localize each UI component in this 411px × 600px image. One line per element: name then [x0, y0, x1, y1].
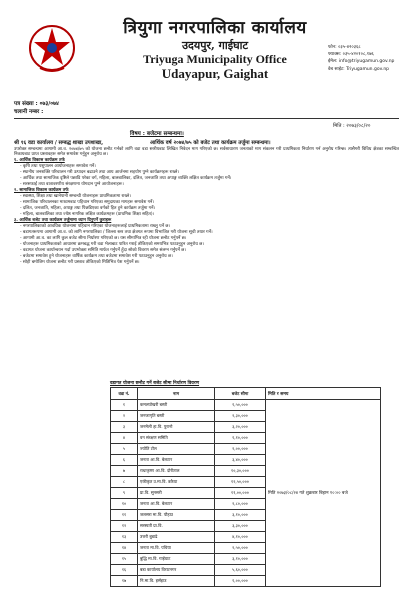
ward-number-cell: २	[111, 411, 138, 422]
budget-table	[110, 387, 381, 587]
body-paragraph: - महिला, बालबालिका तथा ज्येष्ठ नागरिक लक्षित कार्यक्रमहरू (प्राथमिक शिक्षा सहित)।	[20, 212, 155, 218]
office-address-english: Udayapur, Gaighat	[161, 66, 269, 81]
body-paragraph: - बडागतरूपमा आगामी आ.व. को लागि नगरपालिका / जिल्ला स्तर तथा क्षेत्रगत रूपमा विभाजित गरी योजना सूची तयार गर्ने।	[20, 230, 213, 236]
ward-number-cell: १४	[111, 543, 138, 554]
budget-amount-cell: २,००,०००	[215, 444, 266, 455]
section-heading: ३. आर्थिक बजेट तथा कार्यक्रम तर्जुमामा ध्यान दिनुपर्ने कुराहरू	[14, 218, 112, 224]
ward-number-cell: ५	[111, 444, 138, 455]
ward-number-cell: ९	[111, 488, 138, 499]
budget-amount-cell: १,१०,०००	[215, 433, 266, 444]
col-header-name: नाम	[138, 388, 215, 400]
body-paragraph: - वडागत योजना कार्यान्वयन गर्दा उपभोक्ता समिति मार्फत गर्नुपर्ने हुँदा सोको विवरण समेत संलग्न गर्नुपर्ने छ।	[20, 248, 186, 254]
table-row	[111, 400, 381, 411]
ward-number-cell: ८	[111, 477, 138, 488]
nepal-emblem-logo	[26, 18, 78, 76]
fax-number: फ्याक्स: ०३५-४२०१०८,१७६	[328, 52, 374, 58]
budget-amount-cell: ३,३०,०००	[215, 521, 266, 532]
col-header-datetime: मिति र समय	[266, 388, 381, 400]
location-name-cell: जनमेली हा.वि. पुरानो	[138, 422, 215, 433]
office-address-nepali: उदयपुर, गाईघाट	[182, 39, 248, 52]
body-paragraph: - कृषि तथा पशुपालन आयोजनाहरू समावेश गर्ने।	[20, 164, 96, 170]
ward-number-cell: १०	[111, 499, 138, 510]
body-paragraph: - योजनाहरू प्राथमिकताको आधारमा क्रमबद्ध गरी वडा भेलाबाट पारित गराई तोकिएको समयभित्र पठाउनुहुन अनुरोध छ।	[20, 242, 204, 248]
budget-amount-cell: ५,६०,०००	[215, 565, 266, 576]
office-title-nepali: त्रियुगा नगरपालिका कार्यालय	[123, 18, 307, 38]
subject-label: विषय : बजेटमा सम्बन्धमा।	[130, 131, 184, 137]
website-address[interactable]: वेब साईट: Triyugamun.gov.np	[328, 66, 390, 72]
budget-amount-cell: १,००,०००	[215, 576, 266, 587]
dispatch-number: चलानी नम्बर :	[14, 109, 44, 115]
location-name-cell: प्रा.वि. सुनसरी	[138, 488, 215, 499]
office-title-english: Triyuga Municipality Office	[143, 52, 287, 66]
col-header-budget: बजेट सीमा	[215, 388, 266, 400]
location-name-cell: ज्योति टोल	[138, 444, 215, 455]
budget-amount-cell: २,५०,०००	[215, 543, 266, 554]
budget-amount-cell: ११,००,०००	[215, 488, 266, 499]
body-paragraph: - आर्थिक तथा सामाजिक दृष्टिले पछाडि परेका वर्ग, महिला, बालबालिका, दलित, जनजाति तथा अपाङ्ग व्यक्ति लक्षित कार्यक्रम तर्जुमा गर्ने।	[20, 176, 232, 182]
budget-amount-cell: ३,१०,०००	[215, 554, 266, 565]
subject-detail: आर्थिक वर्ष २०७४/७५ को बजेट तथा कार्यक्रम तर्जुमा सम्बन्धमा।	[150, 140, 271, 146]
letter-ref-number: पत्र संख्या : ०७३/०७४	[14, 101, 59, 107]
body-paragraph: उपरोक्त सम्बन्धमा आगामी आ.व. २०७४/७५ को योजना छनौट गर्नको लागि वडा वडा स्तरीयबाट लिखित निवेदन माग गरिएको छ। सर्वसाधारण जनताको माग संकलन गरी प्राथमिकता निर्धारण गर्न अनुरोध गरिन्छ। त्यसैगरी विविध क्षेत्रका सम्बन्धित निकायबाट प्राप्त प्रस्तावहरू समेत समावेश गर्नुहुन अनुरोध छ।	[14, 147, 399, 158]
budget-amount-cell: ३,२०,०००	[215, 422, 266, 433]
ward-number-cell: १५	[111, 554, 138, 565]
reference-block	[14, 100, 59, 116]
body-paragraph: - सामाजिक परिचालनका माध्यमबाट पहिचान गरिएका समुदायका मागहरू समावेश गर्ने।	[20, 200, 155, 206]
location-name-cell: जनता आ.वि. बेलटार	[138, 455, 215, 466]
location-name-cell: नि.मा.वि. हर्सहाउ	[138, 576, 215, 587]
body-paragraph: - सरसफाई तथा वातावरणीय संरक्षणमा योगदान पुग्ने आयोजनाहरू।	[20, 182, 124, 188]
body-paragraph: - नगरपालिकाको आवधिक योजनामा पहिचान गरिएका योजनाहरूलाई प्राथमिकतामा राख्नु पर्ने छ।	[20, 224, 170, 230]
col-header-ward: वडा नं.	[111, 388, 138, 400]
letter-body	[14, 147, 399, 266]
location-name-cell: राधाकृष्ण आ.वि. दोरीताल	[138, 466, 215, 477]
budget-amount-cell: १२,५०,०००	[215, 477, 266, 488]
section-heading: २. सामाजिक विकास कार्यक्रम तर्फ	[14, 188, 69, 194]
location-name-cell: बडा कार्यालय विराटनगर	[138, 565, 215, 576]
budget-amount-cell: २,८०,०००	[215, 499, 266, 510]
location-name-cell: एकीकृत उ.मा.वि. डकैया	[138, 477, 215, 488]
body-paragraph: - स्वास्थ्य, शिक्षा तथा खानेपानी सम्बन्धी योजनाहरू प्राथमिकतामा राख्ने।	[20, 194, 131, 200]
budget-amount-cell: ३,१०,०००	[215, 510, 266, 521]
location-name-cell: सरस्वती प्रा.वि.	[138, 521, 215, 532]
budget-amount-cell: ३,४०,०००	[215, 455, 266, 466]
location-name-cell: जलसरा मा.वि. पौहाउ	[138, 510, 215, 521]
ward-number-cell: १	[111, 400, 138, 411]
ward-number-cell: १६	[111, 565, 138, 576]
ward-number-cell: ६	[111, 455, 138, 466]
location-name-cell: वन संरक्षण समिति	[138, 433, 215, 444]
ward-number-cell: ७	[111, 466, 138, 477]
header-divider	[14, 118, 399, 119]
budget-amount-cell: २,३०,०००	[215, 411, 266, 422]
budget-amount-cell: १,५०,०००	[215, 400, 266, 411]
budget-amount-cell: १०,३०,०००	[215, 466, 266, 477]
location-name-cell: जनता मा.वि. पचिया	[138, 543, 215, 554]
body-paragraph: - सोही बमोजिम योजना छनौट गरी प्रस्ताव तोकिएको मितिभित्र पेश गर्नुपर्ने छ।	[20, 260, 140, 266]
phone-number: फोन: ०३५-४२०३६८	[328, 45, 361, 50]
body-paragraph: - स्थानीय जनशक्ति परिचालन गरी उत्पादन बढाउने तथा आय आर्जनमा सहयोग पुग्ने कार्यक्रमहरू राख्ने।	[20, 170, 180, 176]
letter-date: मिति : २०७३/०८/२०	[333, 123, 371, 129]
location-name-cell: जनता आ.वि. बेलटार	[138, 499, 215, 510]
location-name-cell: उत्तरी बुडाढे	[138, 532, 215, 543]
section-heading: १. आर्थिक विकास कार्यक्रम तर्फ	[14, 158, 65, 164]
ward-number-cell: ३	[111, 422, 138, 433]
ward-number-cell: १३	[111, 532, 138, 543]
table-caption: वडागत योजना छनौट गर्ने बजेट सीमा निर्धारण विवरण	[110, 381, 200, 386]
location-name-cell: कमलपोखरी बस्ती	[138, 400, 215, 411]
meeting-datetime-cell: मिति २०७३/०८/२४ गते शुक्रबार बिहान १०:०० बजे	[266, 400, 381, 587]
ward-number-cell: ११	[111, 510, 138, 521]
body-paragraph: - बजेटमा समावेश हुने योजनाहरू वार्षिक कार्यक्रम तथा बजेटमा समावेश गरी पठाउनुहुन अनुरोध छ।	[20, 254, 173, 260]
ward-number-cell: १२	[111, 521, 138, 532]
contact-info	[328, 44, 410, 73]
location-name-cell: बुद्धि मा.वि. गाईघाट	[138, 554, 215, 565]
subject-line	[130, 129, 184, 137]
location-name-cell: जनजागृति बस्ती	[138, 411, 215, 422]
ward-number-cell: ४	[111, 433, 138, 444]
body-paragraph: - दलित, जनजाति, महिला, अपाङ्ग तथा पिछडिएका वर्गको हित हुने कार्यक्रम तर्जुमा गर्ने।	[20, 206, 156, 212]
body-paragraph: - आगामी आ.व. का लागि कुल बजेट सीमा निर्धारण गरिएको छ। यस सीमाभित्र रही योजना छनौट गर्नुपर्ने छ।	[20, 236, 187, 242]
table-header-row	[111, 388, 381, 400]
budget-amount-cell: ४,१०,०००	[215, 532, 266, 543]
addressee: श्री १६ वडा कार्यालय / सम्बद्ध शाखा उपशाखा,	[14, 140, 104, 146]
ward-number-cell: १७	[111, 576, 138, 587]
email-address[interactable]: ईमेल: info@triyugamun.gov.np	[328, 59, 395, 65]
